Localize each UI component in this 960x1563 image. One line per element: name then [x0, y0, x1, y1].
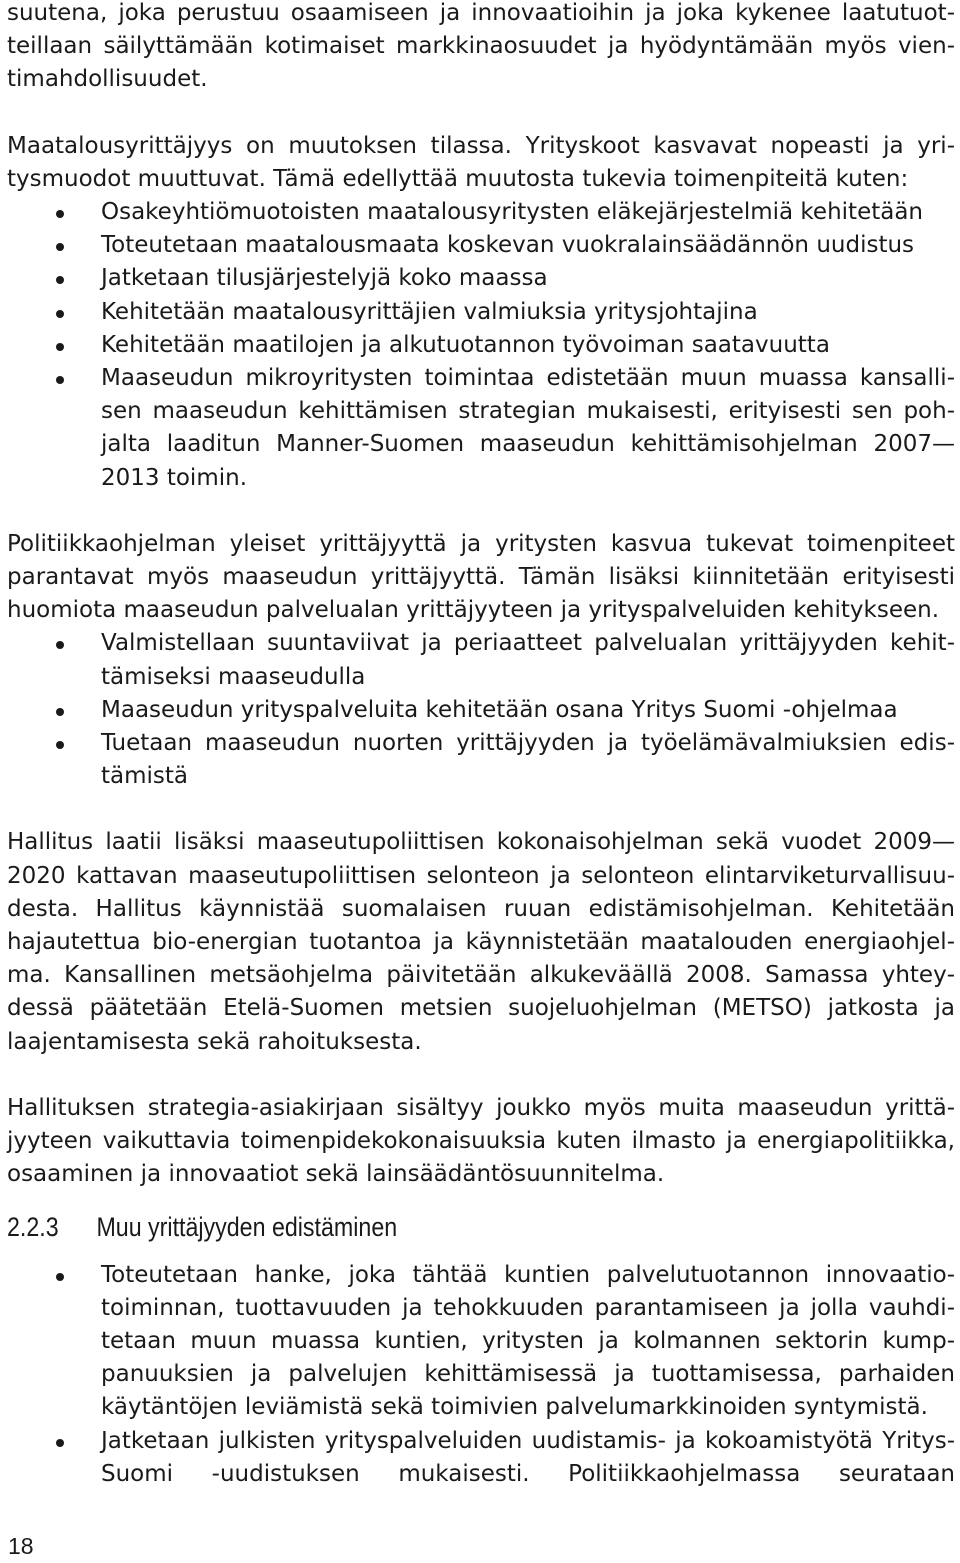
paragraph-spacer — [7, 793, 955, 826]
paragraph-spacer — [7, 1059, 955, 1092]
section-number: 2.2.3 — [7, 1211, 59, 1242]
list-item: Valmistellaan suuntaviivat ja periaatteet palvelualan yrittäjyyden kehittämiseksi maaseudulla — [7, 627, 955, 693]
document-page — [7, 0, 955, 1491]
list-item: Jatketaan julkisten yrityspalveluiden uudistamis- ja kokoamistyötä Yritys-Suomi -uudistuksen mukaisesti. Politiikkaohjelmassa seurataan — [7, 1425, 955, 1491]
list-item: Maaseudun mikroyritysten toimintaa edistetään muun muassa kansallisen maaseudun kehittämisen strategian mukaisesti, erityisesti sen pohjalta laaditun Manner-Suomen maaseudun kehittämisohjelman 2007—2013 toimin. — [7, 362, 955, 495]
intro-paragraph: suutena, joka perustuu osaamiseen ja innovaatioihin ja joka kykenee laatutuotteillaan säilyttämään kotimaiset markkinaosuudet ja hyödyntämään myös vientimahdollisuudet. — [7, 0, 955, 93]
list-item: Toteutetaan hanke, joka tähtää kuntien palvelutuotannon innovaatiotoiminnan, tuottavuuden ja tehokkuuden parantamiseen ja jolla vauhditetaan muun muassa kuntien, yritysten ja kolmannen sektorin kumppanuuksien ja palvelujen kehittämisessä ja tuottamisessa, parhaiden käytäntöjen leviämistä sekä toimivien palvelumarkkinoiden syntymistä. — [7, 1259, 955, 1425]
list-item: Kehitetään maatilojen ja alkutuotannon työvoiman saatavuutta — [7, 329, 955, 362]
list-item: Maaseudun yrityspalveluita kehitetään osana Yritys Suomi -ohjelmaa — [7, 694, 955, 727]
strategia-paragraph: Hallituksen strategia-asiakirjaan sisältyy joukko myös muita maaseudun yrittäjyyteen vaikuttavia toimenpidekokonaisuuksia kuten ilmasto ja energiapolitiikka, osaaminen ja innovaatiot sekä lainsäädäntösuunnitelma. — [7, 1094, 955, 1188]
bullet-icon — [56, 641, 64, 649]
bullet-icon — [56, 343, 64, 351]
paragraph-spacer — [7, 495, 955, 528]
list-item: Jatketaan tilusjärjestelyjä koko maassa — [7, 262, 955, 295]
list-item: Kehitetään maatalousyrittäjien valmiuksia yritysjohtajina — [7, 296, 955, 329]
section-title: Muu yrittäjyyden edistäminen — [96, 1211, 398, 1242]
hallitus-paragraph: Hallitus laatii lisäksi maaseutupoliittisen kokonaisohjelman sekä vuodet 2009—2020 kattavan maaseutupoliittisen selonteon ja selonteon elintarviketurvallisuudesta. Hallitus käynnistää suomalaisen ruuan edistämisohjelman. Kehitetään hajautettua bio-energian tuotantoa ja käynnistetään maatalouden energiaohjelma. Kansallinen metsäohjelma päivitetään alkukeväällä 2008. Samassa yhteydessä päätetään Etelä-Suomen metsien suojeluohjelman (METSO) jatkosta ja laajentamisesta sekä rahoituksesta. — [7, 829, 955, 1055]
list-item: Osakeyhtiömuotoisten maatalousyritysten eläkejärjestelmiä kehitetään — [7, 196, 955, 229]
politiikka-paragraph: Politiikkaohjelman yleiset yrittäjyyttä ja yritysten kasvua tukevat toimenpiteet parantavat myös maaseudun yrittäjyyttä. Tämän lisäksi kiinnitetään erityisesti huomiota maaseudun palvelualan yrittäjyyteen ja yrityspalveluiden kehitykseen. — [7, 530, 955, 624]
politiikka-bullet-list — [7, 627, 955, 793]
bullet-icon — [56, 1439, 64, 1447]
bullet-icon — [56, 210, 64, 218]
section-heading — [7, 1212, 822, 1243]
paragraph-spacer — [7, 97, 955, 130]
maatalous-bullet-list — [7, 196, 955, 495]
muu-bullet-list — [7, 1259, 955, 1491]
bullet-icon — [56, 708, 64, 716]
bullet-icon — [56, 376, 64, 384]
bullet-icon — [56, 1273, 64, 1281]
page-number: 18 — [8, 1533, 34, 1559]
bullet-icon — [56, 741, 64, 749]
bullet-icon — [56, 276, 64, 284]
maatalous-paragraph: Maatalousyrittäjyys on muutoksen tilassa. Yrityskoot kasvavat nopeasti ja yritysmuodot muuttuvat. Tämä edellyttää muutosta tukevia toimenpiteitä kuten: — [7, 132, 955, 192]
bullet-icon — [56, 243, 64, 251]
list-item: Toteutetaan maatalousmaata koskevan vuokralainsäädännön uudistus — [7, 229, 955, 262]
bullet-icon — [56, 310, 64, 318]
list-item: Tuetaan maaseudun nuorten yrittäjyyden ja työelämävalmiuksien edistämistä — [7, 727, 955, 793]
